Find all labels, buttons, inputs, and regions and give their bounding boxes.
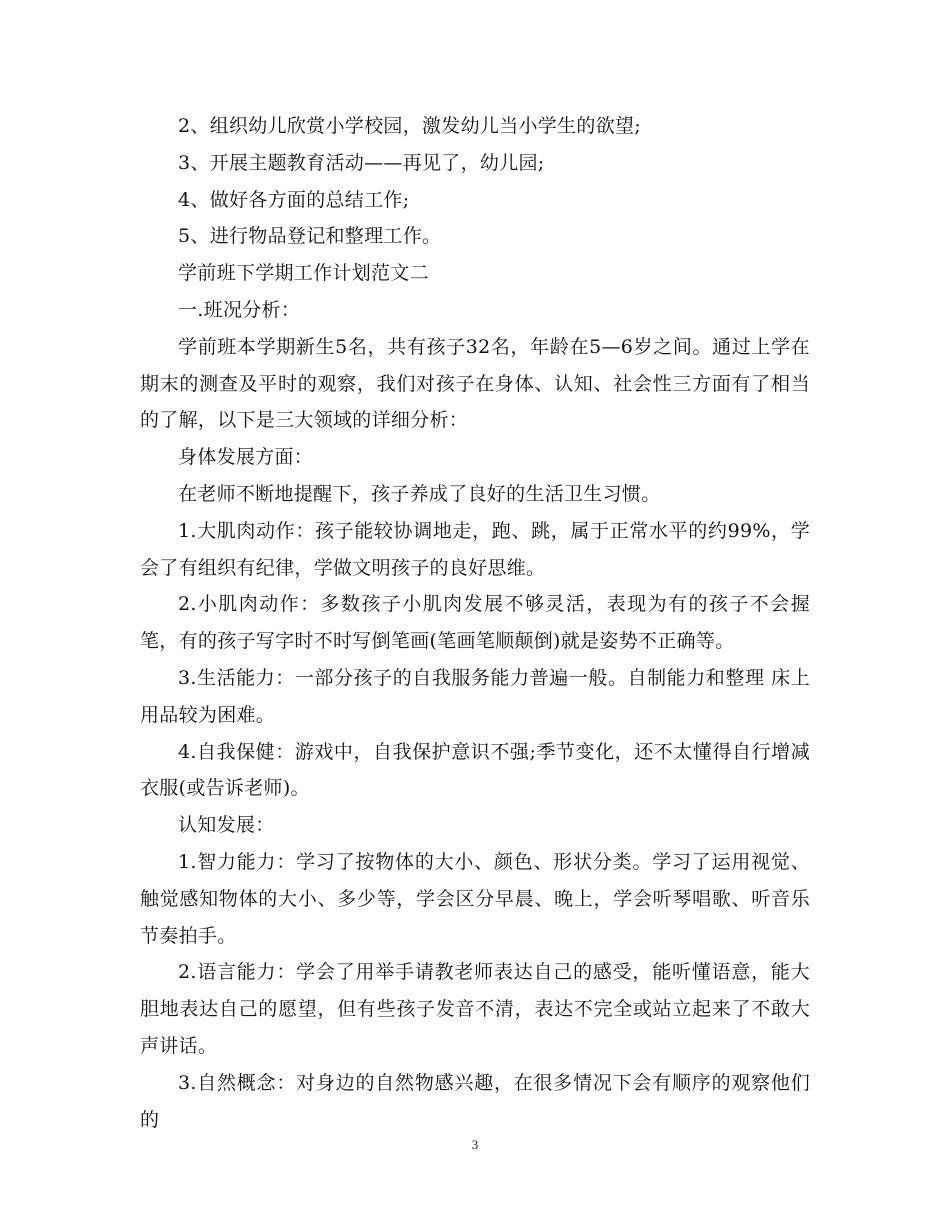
list-item-4: 4、做好各方面的总结工作; xyxy=(178,188,410,211)
paragraph-intelligence: 1.智力能力：学习了按物体的大小、颜色、形状分类。学习了运用视觉、触觉感知物体的大小、多少等，学会区分早晨、晚上，学会听琴唱歌、听音乐节奏拍手。 xyxy=(140,850,810,947)
paragraph-hygiene-habits: 在老师不断地提醒下，孩子养成了良好的生活卫生习惯。 xyxy=(178,482,661,505)
list-item-2: 2、组织幼儿欣赏小学校园，激发幼儿当小学生的欲望; xyxy=(178,115,641,137)
subsection-heading-class-analysis: 一.班况分析： xyxy=(178,298,301,321)
paragraph-life-skills: 3.生活能力：一部分孩子的自我服务能力普遍一般。自制能力和整理 床上用品较为困难。 xyxy=(140,666,810,726)
paragraph-nature-concepts: 3.自然概念：对身边的自然物感兴趣，在很多情况下会有顺序的观察他们的 xyxy=(140,1071,810,1131)
document-body xyxy=(140,108,810,1138)
list-item-5: 5、进行物品登记和整理工作。 xyxy=(178,225,442,248)
paragraph-gross-motor: 1.大肌肉动作：孩子能较协调地走，跑、跳，属于正常水平的约99%，学会了有组织有纪律，学做文明孩子的良好思维。 xyxy=(140,519,810,579)
paragraph-class-overview: 学前班本学期新生5名，共有孩子32名，年龄在5—6岁之间。通过上学在期末的测查及平时的观察，我们对孩子在身体、认知、社会性三方面有了相当的了解，以下是三大领域的详细分析： xyxy=(140,335,810,432)
list-item-3: 3、开展主题教育活动——再见了，幼儿园; xyxy=(178,151,545,174)
page-number: 3 xyxy=(471,1137,479,1152)
paragraph-language: 2.语言能力：学会了用举手请教老师表达自己的感受，能听懂语意，能大胆地表达自己的愿望，但有些孩子发音不清，表达不完全或站立起来了不敢大声讲话。 xyxy=(140,961,810,1057)
paragraph-self-care: 4.自我保健：游戏中，自我保护意识不强;季节变化，还不太懂得自行增减衣服(或告诉老师)。 xyxy=(140,740,810,800)
heading-physical-development: 身体发展方面： xyxy=(178,446,314,469)
section-title: 学前班下学期工作计划范文二 xyxy=(178,262,429,285)
heading-cognitive-development: 认知发展： xyxy=(178,814,275,837)
paragraph-fine-motor: 2.小肌肉动作：多数孩子小肌肉发展不够灵活，表现为有的孩子不会握笔，有的孩子写字时不时写倒笔画(笔画笔顺颠倒)就是姿势不正确等。 xyxy=(140,593,810,653)
